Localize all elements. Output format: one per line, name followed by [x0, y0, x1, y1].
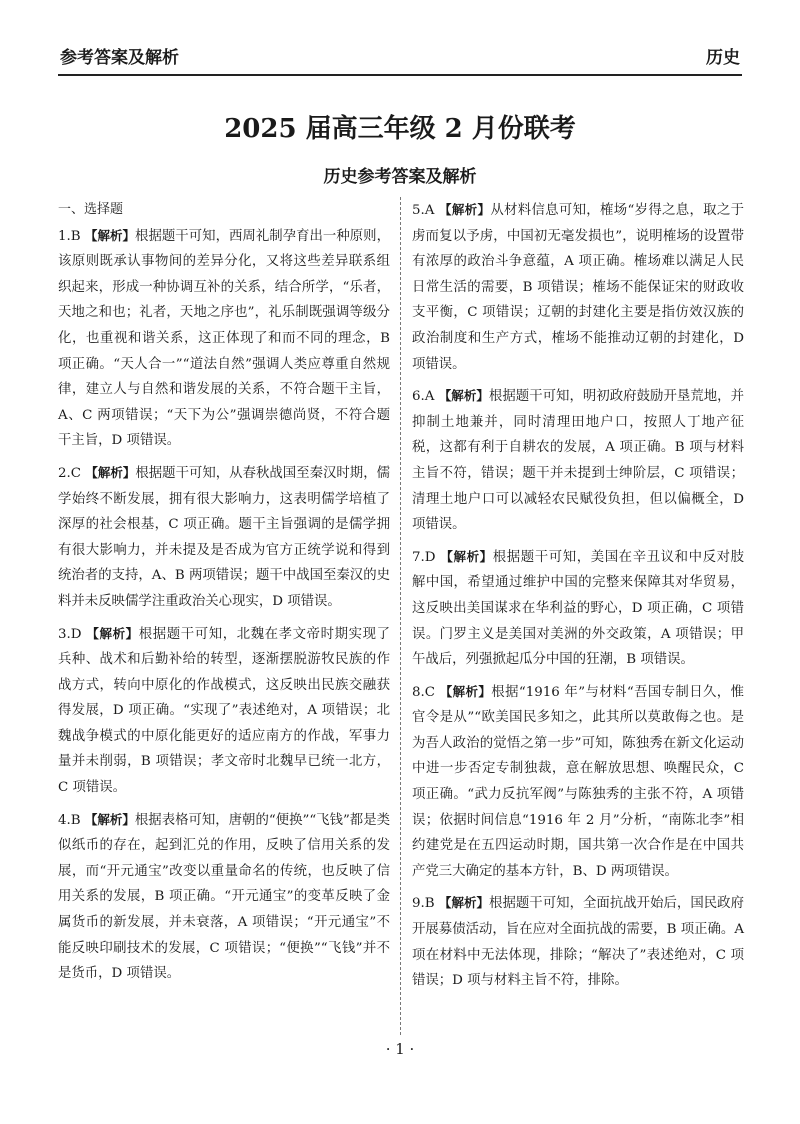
- answer-number: 5.A: [412, 203, 435, 218]
- analysis-tag: 【解析】: [439, 202, 491, 217]
- answer-body: 根据表格可知，唐朝的“便换”“飞钱”都是类似纸币的存在，起到汇兑的作用，反映了信用关系的发展，而“开元通宝”改变以重量命名的传统，也反映了信用关系的发展，B 项正确。“开元通宝”的变革反映了金属货币的新发展，并未衰落，A 项错误；“开元通宝”不能反映印刷技术的发展，C 项错误；“便换”“飞钱”并不是货币，D 项错误。: [58, 812, 390, 982]
- document-subtitle: 历史参考答案及解析: [323, 167, 477, 187]
- answer-body: 根据题干可知，美国在辛丑议和中反对肢解中国，希望通过维护中国的完整来保障其对华贸易，这反映出美国谋求在华利益的野心，D 项正确，C 项错误。门罗主义是美国对美洲的外交政策，A 项错误；甲午战后，列强掀起瓜分中国的狂潮，B 项错误。: [412, 549, 744, 668]
- answer-number: 7.D: [412, 549, 436, 565]
- header-subject-label: 历史: [706, 48, 740, 68]
- section-heading: 一、选择题: [58, 202, 124, 217]
- analysis-tag: 【解析】: [438, 895, 490, 911]
- analysis-tag: 【解析】: [440, 548, 493, 564]
- analysis-tag: 【解析】: [84, 227, 136, 243]
- page-number: · 1 ·: [385, 1040, 415, 1058]
- analysis-tag: 【解析】: [438, 388, 489, 404]
- answer-body: 根据题干可知，全面抗战开始后，国民政府开展募债活动，旨在应对全面抗战的需要，B 项正确。A 项在材料中无法体现，排除；“解决了”表述绝对，C 项错误；D 项与材料主旨不符，排除。: [412, 896, 744, 989]
- analysis-tag: 【解析】: [85, 464, 136, 480]
- answer-item-2: [58, 460, 390, 615]
- answer-number: 8.C: [412, 684, 436, 700]
- answer-number: 2.C: [58, 465, 82, 481]
- answer-body: 根据“1916 年”与材料“吾国专制日久，惟官令是从”“欧美国民多知之，此其所以莫敢侮之也。是为吾人政治的觉悟之第一步”可知，陈独秀在新文化运动中进一步否定专制独裁，意在解放思想、唤醒民众，C 项正确。“武力反抗军阀”与陈独秀的主张不符，A 项错误；依据时间信息“1916 年 2 月”分析，“南陈北李”相约建党是在五四运动时期，国共第一次合作是在中国共产党三大确定的基本方针，B、D 两项错误。: [412, 684, 744, 879]
- column-divider: [400, 197, 401, 1035]
- answer-item-8: [412, 679, 744, 885]
- header-left-label: 参考答案及解析: [60, 48, 179, 68]
- analysis-tag: 【解析】: [439, 683, 492, 699]
- answer-number: 6.A: [412, 389, 435, 405]
- answer-item-5: [412, 197, 744, 377]
- page-header: [58, 40, 742, 76]
- answer-body: 从材料信息可知，榷场“岁得之息，取之于虏而复以予虏，中国初无毫发损也”，说明榷场的设置带有浓厚的政治斗争意蕴，A 项正确。榷场难以满足人民日常生活的需要，B 项错误；榷场不能保证宋的财政收支平衡，C 项错误；辽朝的封建化主要是指仿效汉族的政治制度和生产方式，榷场不能推动辽朝的封建化，D 项错误。: [412, 203, 744, 372]
- analysis-tag: 【解析】: [84, 811, 135, 827]
- answer-number: 9.B: [412, 896, 435, 912]
- answer-item-7: [412, 544, 744, 673]
- answer-body: 根据题干可知，西周礼制孕育出一种原则，该原则既承认事物间的差异分化，又将这些差异联系组织起来，形成一种协调互补的关系，结合所学，“乐者，天地之和也；礼者，天地之序也”，礼乐制既强调等级分化，也重视和谐关系，这正体现了和而不同的理念，B 项正确。“天人合一”“道法自然”强调人类应尊重自然规律，建立人与自然和谐发展的关系，不符合题干主旨，A、C 两项错误；“天下为公”强调崇德尚贤，不符合题干主旨，D 项错误。: [58, 228, 390, 449]
- right-column: [412, 197, 744, 1000]
- answer-number: 1.B: [58, 228, 81, 244]
- answer-item-3: [58, 621, 390, 801]
- left-column: [58, 197, 390, 993]
- answer-item-9: [412, 890, 744, 993]
- answer-item-6: [412, 383, 744, 538]
- answer-item-1: [58, 223, 390, 454]
- answer-body: 根据题干可知，从春秋战国至秦汉时期，儒学始终不断发展，拥有很大影响力，这表明儒学培植了深厚的社会根基，C 项正确。题干主旨强调的是儒学拥有很大影响力，并未提及是否成为官方正统学说和得到统治者的支持，A、B 两项错误；题干中战国至秦汉的史料并未反映儒学注重政治关心现实，D 项错误。: [58, 465, 390, 609]
- answer-number: 3.D: [58, 626, 82, 642]
- analysis-tag: 【解析】: [86, 625, 139, 641]
- answer-body: 根据题干可知，北魏在孝文帝时期实现了兵种、战术和后勤补给的转型，逐渐摆脱游牧民族的作战方式，转向中原化的作战模式，这反映出民族交融获得发展，D 项正确。“实现了”表述绝对，A 项错误；北魏战争模式的中原化能更好的适应南方的作战，军事力量并未削弱，B 项错误；孝文帝时北魏早已统一北方，C 项错误。: [58, 626, 390, 796]
- answer-number: 4.B: [58, 812, 81, 828]
- document-title: 2025 届高三年级 2 月份联考: [224, 114, 576, 144]
- answer-body: 根据题干可知，明初政府鼓励开垦荒地，并抑制土地兼并，同时清理田地户口，按照人丁地产征税，这都有利于自耕农的发展，A 项正确。B 项与材料主旨不符，错误；题干并未提到士绅阶层，C 项错误；清理土地户口可以减轻农民赋役负担，但以偏概全，D 项错误。: [412, 389, 744, 533]
- answer-item-4: [58, 807, 390, 987]
